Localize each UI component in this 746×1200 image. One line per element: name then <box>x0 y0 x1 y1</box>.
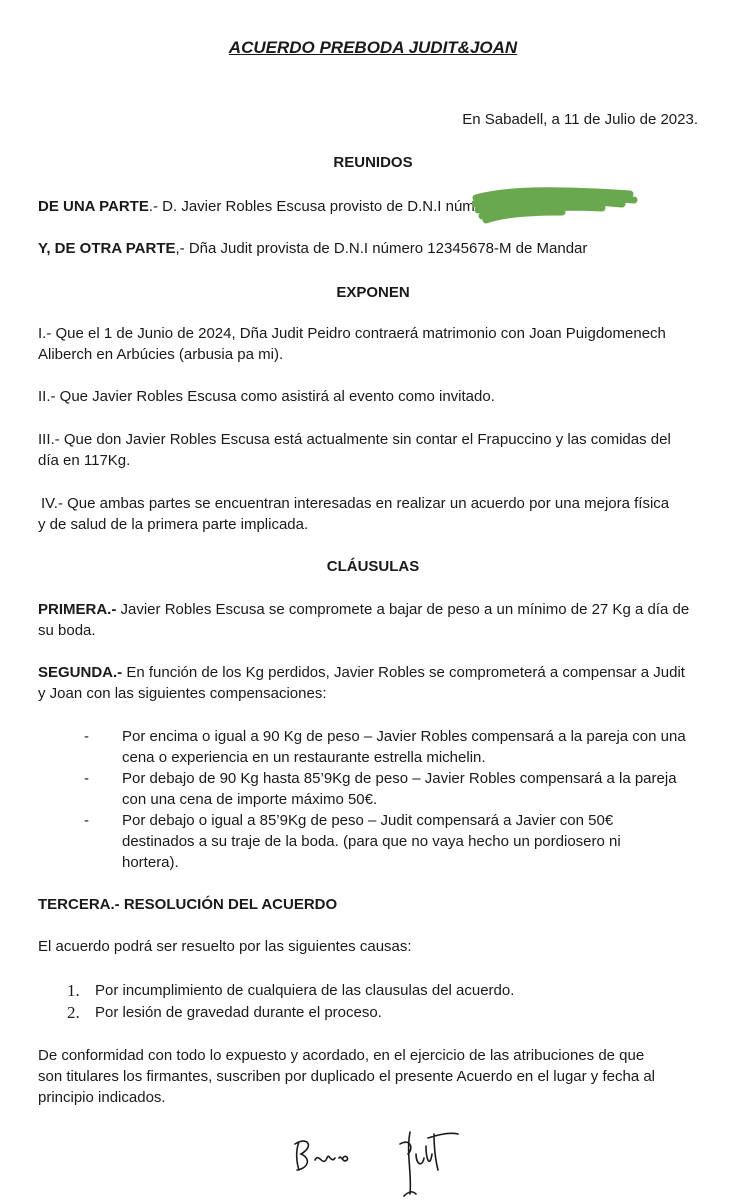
exponen-iv <box>38 493 700 535</box>
compensation-item-1-line-2: cena o experiencia en un restaurante estrella michelin. <box>122 749 486 766</box>
exponen-i <box>38 323 700 365</box>
date-line: En Sabadell, a 11 de Julio de 2023. <box>462 111 698 128</box>
exponen-iii <box>38 429 700 471</box>
compensation-item-3-line-1: Por debajo o igual a 85’9Kg de peso – Judit compensará a Javier con 50€ <box>122 812 614 829</box>
parte-1-text: .- D. Javier Robles Escusa provisto de D.N.I número <box>148 198 497 215</box>
primera-line-2: su boda. <box>38 622 96 639</box>
document-title: ACUERDO PREBODA JUDIT&JOAN <box>228 38 518 57</box>
exponen-ii: II.- Que Javier Robles Escusa como asistirá al evento como invitado. <box>38 388 495 405</box>
parte-2-label: Y, DE OTRA PARTE <box>38 240 176 257</box>
cause-1-text: Por incumplimiento de cualquiera de las clausulas del acuerdo. <box>95 982 515 999</box>
signature-judit <box>392 1124 464 1198</box>
closing-line-1: De conformidad con todo lo expuesto y acordado, en el ejercicio de las atribuciones de que <box>38 1047 645 1064</box>
bullet-dash: - <box>84 728 89 745</box>
segunda-line-1: En función de los Kg perdidos, Javier Robles se comprometerá a compensar a Judit <box>122 664 685 681</box>
segunda-line-2: y Joan con las siguientes compensaciones: <box>38 685 327 702</box>
redaction-scribble <box>472 186 642 226</box>
compensation-item-3-line-2: destinados a su traje de la boda. (para que no vaya hecho un pordiosero ni <box>122 833 621 850</box>
reunidos-heading: REUNIDOS <box>333 154 413 171</box>
parte-2-text: ,- Dña Judit provista de D.N.I número 12345678-M de Mandar <box>175 240 588 257</box>
closing-line-2: son titulares los firmantes, suscriben por duplicado el presente Acuerdo en el lugar y fecha al <box>38 1068 656 1085</box>
segunda-label: SEGUNDA.- <box>38 664 123 681</box>
clausula-segunda <box>38 662 700 704</box>
clausulas-heading: CLÁUSULAS <box>326 558 420 575</box>
parte-1-label: DE UNA PARTE <box>38 198 149 215</box>
primera-line-1: Javier Robles Escusa se compromete a bajar de peso a un mínimo de 27 Kg a día de <box>116 601 690 618</box>
bullet-dash: - <box>84 812 89 829</box>
bullet-dash: - <box>84 770 89 787</box>
exponen-i-line-2: Aliberch en Arbúcies (arbusia pa mi). <box>38 346 284 363</box>
tercera-intro: El acuerdo podrá ser resuelto por las siguientes causas: <box>38 938 412 955</box>
exponen-heading: EXPONEN <box>336 284 410 301</box>
compensation-item-3-line-3: hortera). <box>122 854 179 871</box>
cause-2-text: Por lesión de gravedad durante el proceso. <box>95 1004 382 1021</box>
compensation-item-1-line-1: Por encima o igual a 90 Kg de peso – Javier Robles compensará a la pareja con una <box>122 728 686 745</box>
tercera-heading: TERCERA.- RESOLUCIÓN DEL ACUERDO <box>38 896 338 913</box>
exponen-iv-line-1: IV.- Que ambas partes se encuentran interesadas en realizar un acuerdo por una mejora física <box>41 495 670 512</box>
exponen-iv-line-2: y de salud de la primera parte implicada. <box>38 516 309 533</box>
exponen-i-line-1: I.- Que el 1 de Junio de 2024, Dña Judit Peidro contraerá matrimonio con Joan Puigdomenech <box>38 325 666 342</box>
closing-line-3: principio indicados. <box>38 1089 166 1106</box>
parte-2 <box>38 238 700 259</box>
compensation-item-2-line-2: con una cena de importe máximo 50€. <box>122 791 378 808</box>
clausula-primera <box>38 599 700 641</box>
signature-javier <box>285 1124 355 1184</box>
exponen-iii-line-1: III.- Que don Javier Robles Escusa está actualmente sin contar el Frapuccino y las comidas del <box>38 431 671 448</box>
cause-2-number: 2. <box>67 1003 80 1022</box>
cause-1-number: 1. <box>67 981 80 1000</box>
compensation-item-2-line-1: Por debajo de 90 Kg hasta 85’9Kg de peso – Javier Robles compensará a la pareja <box>122 770 677 787</box>
closing-paragraph <box>38 1045 700 1108</box>
exponen-iii-line-2: día en 117Kg. <box>38 452 131 469</box>
primera-label: PRIMERA.- <box>38 601 117 618</box>
